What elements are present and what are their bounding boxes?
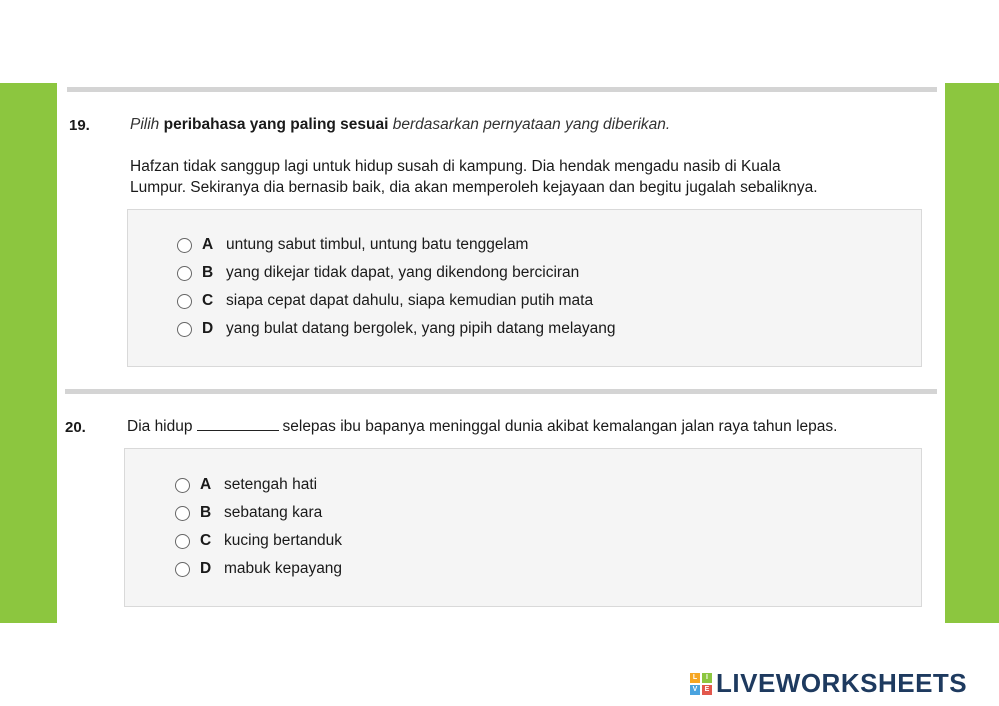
- radio-button-icon[interactable]: [177, 322, 192, 337]
- question-20-text-after: selepas ibu bapanya meninggal dunia akibat kemalangan jalan raya tahun lepas.: [282, 418, 838, 435]
- answer-blank: [197, 418, 279, 431]
- option-letter: D: [200, 560, 212, 577]
- option-text: mabuk kepayang: [224, 560, 343, 577]
- right-green-border: [945, 83, 999, 623]
- worksheet-page: [57, 83, 945, 623]
- instruction-bold: peribahasa yang paling sesuai: [163, 116, 389, 133]
- option-letter: B: [202, 264, 214, 281]
- logo-grid-cell: I: [702, 673, 712, 683]
- option-text: siapa cepat dapat dahulu, siapa kemudian putih mata: [226, 292, 594, 309]
- option-letter: D: [202, 320, 214, 337]
- option-letter: C: [202, 292, 214, 309]
- option-text: yang bulat datang bergolek, yang pipih datang melayang: [226, 320, 616, 337]
- question-19-options-box: [127, 209, 922, 367]
- left-green-border: [0, 83, 57, 623]
- logo-grid-cell: L: [690, 673, 700, 683]
- radio-button-icon[interactable]: [175, 534, 190, 549]
- logo-grid-cell: E: [702, 685, 712, 695]
- radio-button-icon[interactable]: [177, 266, 192, 281]
- radio-button-icon[interactable]: [177, 294, 192, 309]
- logo-text: LIVEWORKSHEETS: [716, 668, 968, 698]
- option-letter: A: [200, 476, 212, 493]
- q20-option-c[interactable]: [175, 532, 342, 550]
- question-20-options-box: [124, 448, 922, 607]
- option-letter: C: [200, 532, 212, 549]
- logo-grid-cell: V: [690, 685, 700, 695]
- option-text: sebatang kara: [224, 504, 323, 521]
- question-20-text: [127, 416, 837, 438]
- question-19-instruction: [130, 114, 670, 136]
- radio-button-icon[interactable]: [175, 478, 190, 493]
- q19-option-b[interactable]: [177, 264, 579, 282]
- logo-grid-icon: [690, 673, 712, 695]
- question-19-stem-line-1: Hafzan tidak sanggup lagi untuk hidup susah di kampung. Dia hendak mengadu nasib di Kuala: [130, 158, 781, 175]
- radio-button-icon[interactable]: [175, 562, 190, 577]
- option-text: kucing bertanduk: [224, 532, 343, 549]
- q19-option-c[interactable]: [177, 292, 593, 310]
- option-letter: A: [202, 236, 214, 253]
- question-19-number: 19.: [69, 117, 90, 134]
- q20-option-a[interactable]: [175, 476, 317, 494]
- question-20-text-before: Dia hidup: [127, 418, 193, 435]
- top-divider: [67, 87, 937, 92]
- option-letter: B: [200, 504, 212, 521]
- question-20-number: 20.: [65, 419, 86, 436]
- radio-button-icon[interactable]: [175, 506, 190, 521]
- middle-divider: [65, 389, 937, 394]
- q20-option-d[interactable]: [175, 560, 342, 578]
- option-text: yang dikejar tidak dapat, yang dikendong berciciran: [226, 264, 580, 281]
- question-19-stem-line-2: Lumpur. Sekiranya dia bernasib baik, dia akan memperoleh kejayaan dan begitu jugalah sebaliknya.: [130, 179, 818, 196]
- instruction-verb: Pilih: [130, 116, 160, 133]
- option-text: untung sabut timbul, untung batu tenggelam: [226, 236, 529, 253]
- q20-option-b[interactable]: [175, 504, 322, 522]
- liveworksheets-logo: [690, 668, 967, 699]
- q19-option-d[interactable]: [177, 320, 616, 338]
- q19-option-a[interactable]: [177, 236, 528, 254]
- option-text: setengah hati: [224, 476, 318, 493]
- radio-button-icon[interactable]: [177, 238, 192, 253]
- instruction-rest: berdasarkan pernyataan yang diberikan.: [392, 116, 671, 133]
